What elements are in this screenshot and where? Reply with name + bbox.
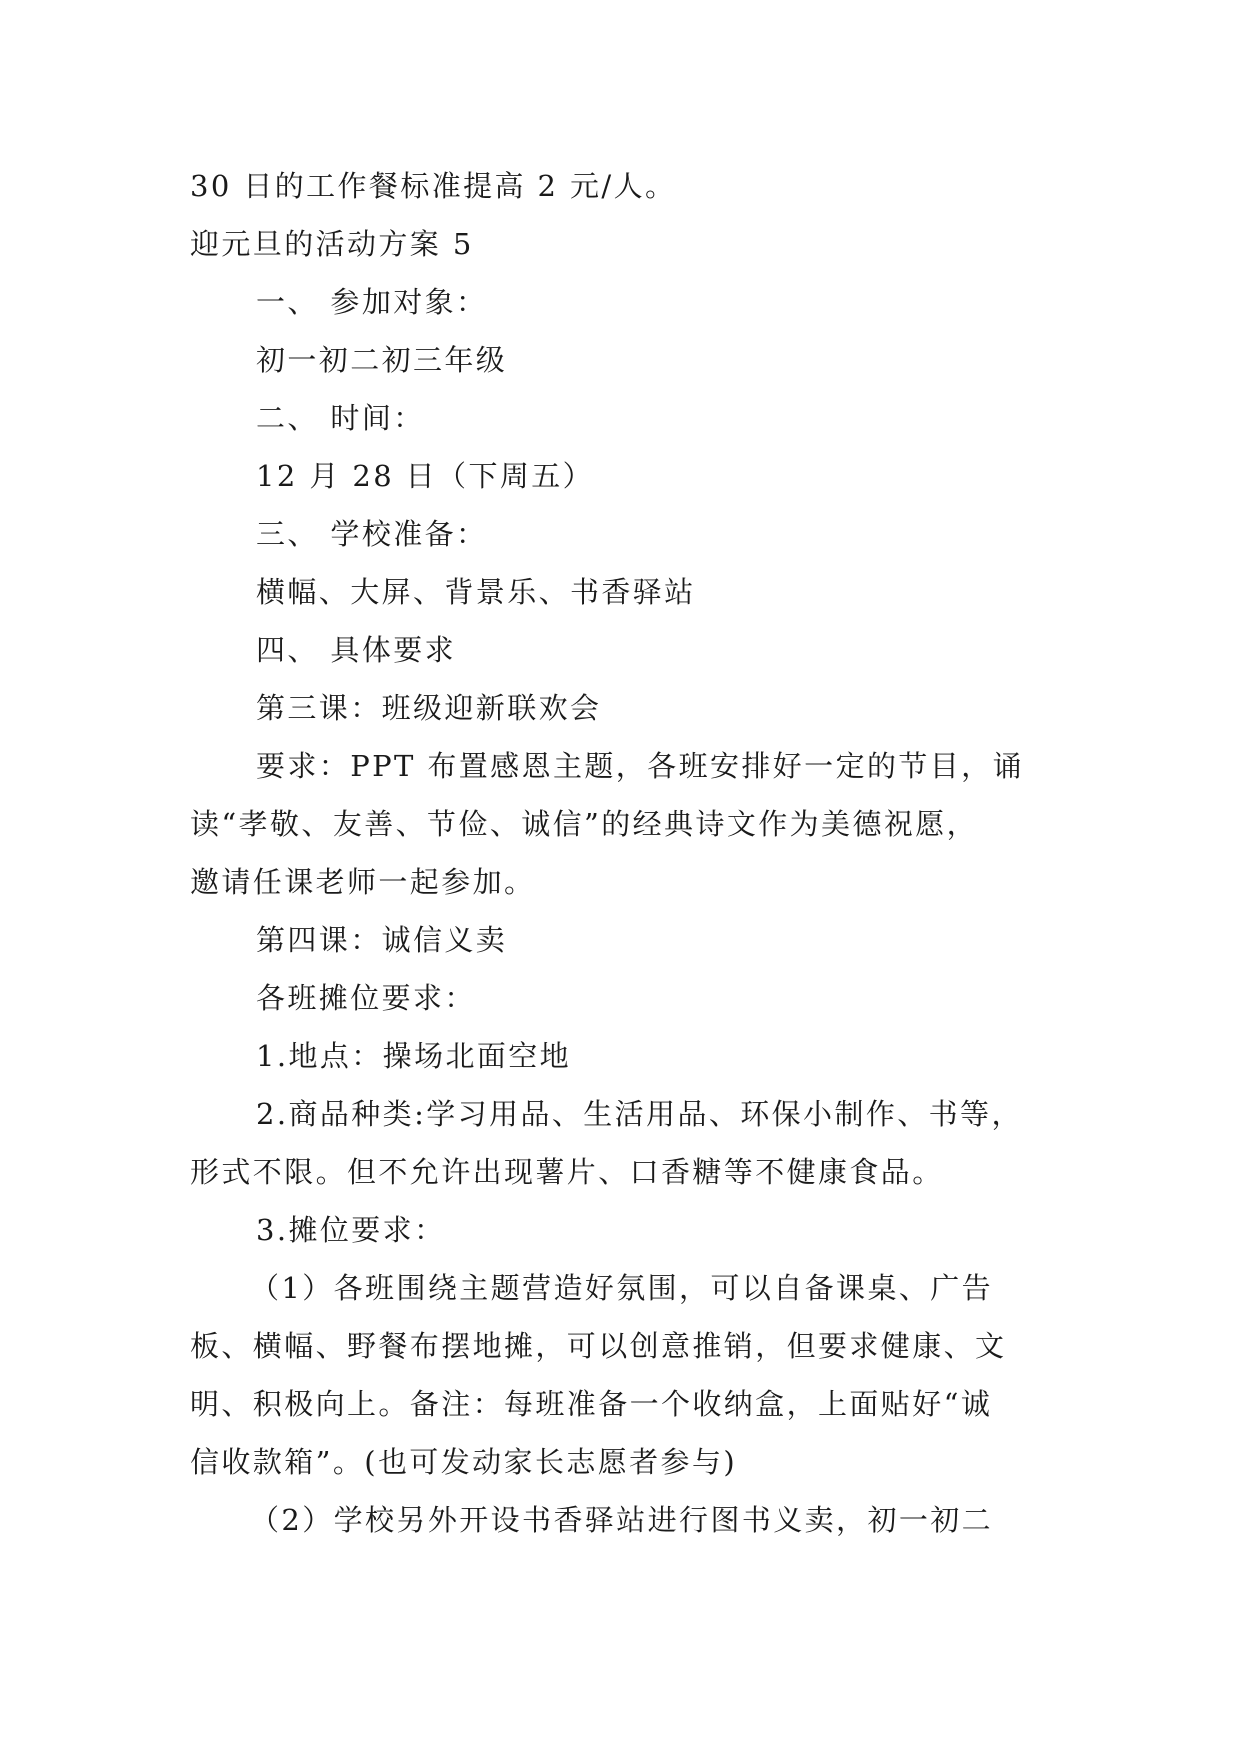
text-line: 二、 时间： bbox=[256, 401, 425, 435]
text-line: 12 月 28 日（下周五） bbox=[256, 459, 595, 493]
text-line: 信收款箱”。(也可发动家长志愿者参与) bbox=[190, 1445, 738, 1479]
section-heading: 迎元旦的活动方案 5 bbox=[190, 227, 474, 261]
text-line: 1.地点：操场北面空地 bbox=[256, 1039, 572, 1073]
text-line: 3.摊位要求： bbox=[256, 1213, 446, 1247]
text-line: 第三课：班级迎新联欢会 bbox=[256, 691, 602, 725]
text-line: 要求：PPT 布置感恩主题，各班安排好一定的节目，诵 bbox=[256, 749, 1024, 783]
text-line: 明、积极向上。备注：每班准备一个收纳盒，上面贴好“诚 bbox=[190, 1387, 993, 1421]
text-line: 邀请任课老师一起参加。 bbox=[190, 865, 536, 899]
text-line: （2）学校另外开设书香驿站进行图书义卖，初一初二 bbox=[250, 1503, 994, 1537]
text-line: 三、 学校准备： bbox=[256, 517, 488, 551]
text-line: 一、 参加对象： bbox=[256, 285, 488, 319]
text-line: 横幅、大屏、背景乐、书香驿站 bbox=[256, 575, 696, 609]
text-line: 各班摊位要求： bbox=[256, 981, 476, 1015]
text-line: 四、 具体要求 bbox=[256, 633, 457, 667]
text-line: 形式不限。但不允许出现薯片、口香糖等不健康食品。 bbox=[190, 1155, 944, 1189]
text-line: 30 日的工作餐标准提高 2 元/人。 bbox=[190, 169, 677, 203]
text-line: 读“孝敬、友善、节俭、诚信”的经典诗文作为美德祝愿， bbox=[190, 807, 979, 841]
text-line: 第四课：诚信义卖 bbox=[256, 923, 508, 957]
text-line: 2.商品种类:学习用品、生活用品、环保小制作、书等， bbox=[256, 1097, 1023, 1131]
text-line: （1）各班围绕主题营造好氛围，可以自备课桌、广告 bbox=[250, 1271, 994, 1305]
text-line: 初一初二初三年级 bbox=[256, 343, 508, 377]
text-line: 板、横幅、野餐布摆地摊，可以创意推销，但要求健康、文 bbox=[190, 1329, 1007, 1363]
